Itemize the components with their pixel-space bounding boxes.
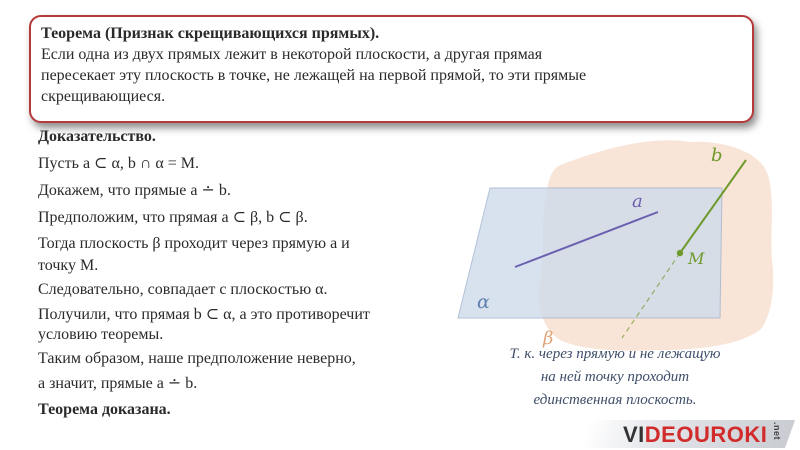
note-line: на ней точку проходит: [540, 369, 690, 385]
label-m: M: [688, 249, 705, 268]
label-beta: β: [543, 328, 554, 349]
label-b: b: [711, 145, 723, 166]
theorem-line: Если одна из двух прямых лежит в некоторой плоскости, а другая прямая: [41, 46, 543, 63]
proof-line: Следовательно, совпадает с плоскостью α.: [38, 281, 328, 298]
proof-line: точку M.: [38, 257, 99, 274]
proof-line: Докажем, что прямые a ∸ b.: [38, 182, 231, 199]
proof-line: Пусть a ⊂ α, b ∩ α = M.: [38, 155, 200, 172]
label-a: a: [632, 191, 643, 212]
proof-line: Тогда плоскость β проходит через прямую a и: [38, 235, 350, 252]
theorem-line: скрещивающиеся.: [41, 88, 166, 105]
proof-line: Получили, что прямая b ⊂ α, а это противоречит: [38, 306, 370, 323]
theorem-line: пересекает эту плоскость в точке, не лежащей на первой прямой, то эти прямые: [41, 67, 587, 84]
proof-line: условию теоремы.: [38, 326, 164, 343]
point-m: [677, 250, 683, 256]
proof-line: Таким образом, наше предположение неверно,: [38, 350, 356, 367]
theorem-title: Теорема (Признак скрещивающихся прямых).: [41, 25, 380, 42]
label-alpha: α: [477, 291, 490, 313]
videouroki-logo: [585, 418, 795, 448]
proof-line: Предположим, что прямая a ⊂ β, b ⊂ β.: [38, 209, 308, 226]
logo-part: VI: [623, 422, 645, 447]
logo-text: [623, 422, 767, 448]
note-line: единственная плоскость.: [533, 392, 697, 408]
proof-line: а значит, прямые a ∸ b.: [38, 375, 198, 392]
proof-heading: Доказательство.: [38, 128, 156, 145]
logo-suffix: .net: [772, 421, 783, 441]
note-line: Т. к. через прямую и не лежащую: [509, 346, 721, 362]
note: [460, 343, 770, 412]
proof-conclusion: Теорема доказана.: [38, 401, 171, 418]
logo-part: DEOUROKI: [644, 422, 768, 447]
